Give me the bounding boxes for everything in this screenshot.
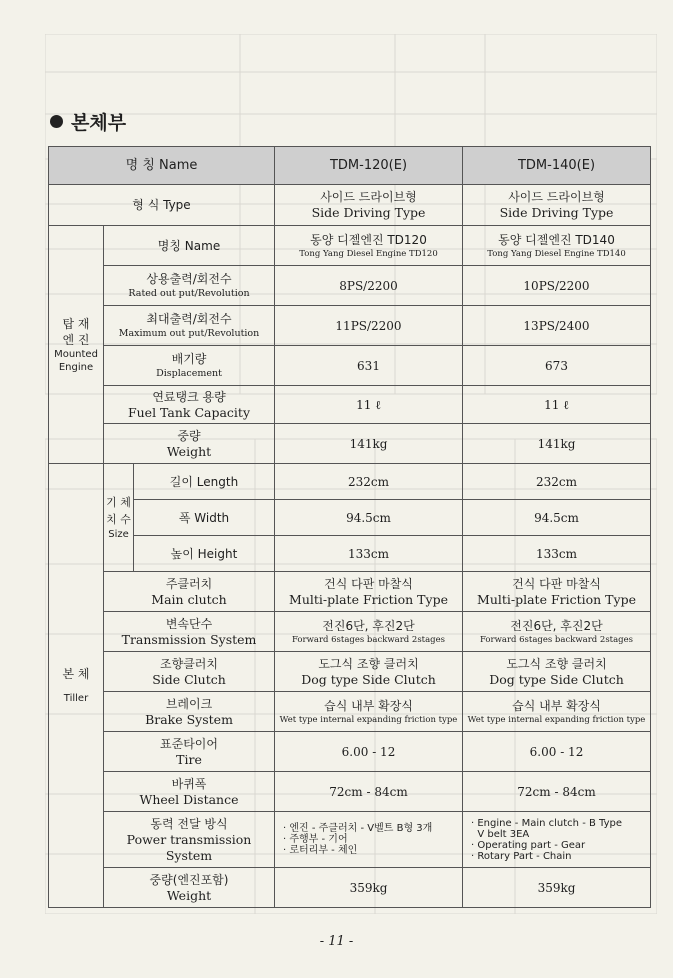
page-number: - 11 - (319, 934, 354, 949)
clutch-m1-ko: 건식 다판 마찰식 (324, 576, 413, 591)
width-m1: 94.5cm (275, 500, 463, 536)
engine-name-m2 (463, 226, 651, 266)
size-row-height (49, 536, 651, 572)
length-label (134, 464, 275, 500)
max-label-en: Maximum out put/Revolution (118, 328, 260, 339)
engine-row-weight (49, 424, 651, 464)
tiller-row-brake (49, 692, 651, 732)
engine-weight-label-ko: 중량 (177, 428, 201, 443)
section-title-text: 본체부 (71, 112, 127, 134)
tiller-row-side-clutch (49, 652, 651, 692)
size-group-cell (104, 464, 134, 572)
side-clutch-m2 (463, 652, 651, 692)
section-title (50, 108, 126, 135)
width-m2: 94.5cm (463, 500, 651, 536)
fuel-m1: 11 ℓ (275, 386, 463, 424)
bullet-icon (50, 115, 63, 128)
type-m2-en: Side Driving Type (499, 205, 614, 220)
transmission-m2-en: Forward 6stages backward 2stages (479, 634, 633, 645)
type-m1-ko: 사이드 드라이브형 (320, 190, 417, 204)
height-m2: 133cm (463, 536, 651, 572)
transmission-m2 (463, 612, 651, 652)
engine-row-displacement (49, 346, 651, 386)
brake-label-ko: 브레이크 (165, 696, 213, 711)
engine-name-m2-ko: 동양 디젤엔진 TD140 (498, 232, 615, 247)
power-m1 (275, 812, 463, 868)
engine-weight-label-en: Weight (166, 443, 212, 459)
power-m1-line: · 주행부 - 기어 (283, 834, 348, 845)
max-label-ko: 최대출력/회전수 (146, 312, 232, 326)
displacement-label-en: Displacement (156, 368, 222, 379)
transmission-m1-ko: 전진6단, 후진2단 (322, 618, 415, 633)
power-m2-line: V belt 3EA (471, 828, 530, 840)
type-row (49, 185, 651, 226)
transmission-label (104, 612, 275, 652)
brake-label-en: Brake System (145, 711, 233, 727)
header-row (49, 147, 651, 185)
rated-label-en: Rated out put/Revolution (128, 288, 250, 299)
power-m1-line: · 로터리부 - 체인 (283, 845, 358, 856)
tire-label-ko: 표준타이어 (160, 736, 218, 751)
header-model1-cell: TDM-120(E) (275, 147, 463, 185)
clutch-m2-ko: 건식 다판 마찰식 (512, 576, 601, 591)
type-label (49, 185, 275, 226)
transmission-m1 (275, 612, 463, 652)
max-m1: 11PS/2200 (275, 306, 463, 346)
fuel-label-en: Fuel Tank Capacity (127, 404, 251, 420)
height-m1: 133cm (275, 536, 463, 572)
type-m1 (275, 185, 463, 226)
power-m2 (463, 812, 651, 868)
tiller-group-ko: 본 체 (62, 667, 90, 681)
engine-row-rated (49, 266, 651, 306)
type-label-text: 형 식 Type (132, 198, 191, 212)
side-clutch-label (104, 652, 275, 692)
engine-group-en1: Mounted (54, 348, 98, 360)
side-clutch-m1 (275, 652, 463, 692)
tire-m1: 6.00 - 12 (275, 732, 463, 772)
height-label (134, 536, 275, 572)
engine-name-label-text: 명칭 Name (157, 238, 221, 253)
size-row-width (49, 500, 651, 536)
length-m1: 232cm (275, 464, 463, 500)
brake-m1-ko: 습식 내부 확장식 (324, 698, 413, 713)
transmission-label-en: Transmission System (121, 631, 257, 647)
engine-name-label (104, 226, 275, 266)
brake-m2 (463, 692, 651, 732)
tiller-group-en: Tiller (63, 693, 89, 704)
clutch-m1 (275, 572, 463, 612)
width-label-text: 폭 Width (178, 510, 230, 525)
clutch-label-ko: 주클러치 (165, 576, 213, 591)
displacement-label (104, 346, 275, 386)
transmission-m1-en: Forward 6stages backward 2stages (291, 634, 445, 645)
tiller-row-transmission (49, 612, 651, 652)
side-clutch-m1-ko: 도그식 조향 클러치 (318, 656, 419, 671)
type-m2-ko: 사이드 드라이브형 (508, 190, 605, 204)
total-weight-m1: 359kg (275, 868, 463, 908)
fuel-label-ko: 연료탱크 용량 (152, 389, 226, 404)
transmission-label-ko: 변속단수 (165, 616, 213, 631)
wheel-label-ko: 바퀴폭 (171, 776, 207, 791)
fuel-label (104, 386, 275, 424)
tiller-row-power (49, 812, 651, 868)
brake-m2-ko: 습식 내부 확장식 (512, 698, 601, 713)
tire-m2: 6.00 - 12 (463, 732, 651, 772)
power-label-ko: 동력 전달 방식 (150, 816, 228, 831)
side-clutch-m2-en: Dog type Side Clutch (489, 671, 624, 687)
wheel-m1: 72cm - 84cm (275, 772, 463, 812)
clutch-m1-en: Multi-plate Friction Type (289, 591, 448, 607)
max-m2: 13PS/2400 (463, 306, 651, 346)
side-clutch-label-ko: 조향클러치 (160, 656, 218, 671)
engine-name-m1 (275, 226, 463, 266)
rated-label-ko: 상용출력/회전수 (146, 272, 232, 286)
fuel-m2: 11 ℓ (463, 386, 651, 424)
length-m2: 232cm (463, 464, 651, 500)
rated-m1: 8PS/2200 (275, 266, 463, 306)
power-m2-line: · Engine - Main clutch - B Type (471, 817, 622, 829)
power-m2-line: · Operating part - Gear (471, 839, 586, 851)
total-weight-label-en: Weight (166, 887, 212, 903)
tiller-group-cell (49, 464, 104, 908)
clutch-m2 (463, 572, 651, 612)
size-group-ko1: 기 체 (106, 496, 131, 509)
rated-m2: 10PS/2200 (463, 266, 651, 306)
height-label-text: 높이 Height (170, 546, 238, 561)
spec-table (48, 146, 651, 908)
side-clutch-m1-en: Dog type Side Clutch (301, 671, 436, 687)
engine-group-cell (49, 226, 104, 464)
power-label (104, 812, 275, 868)
size-row-length (49, 464, 651, 500)
length-label-text: 길이 Length (169, 474, 239, 489)
side-clutch-m2-ko: 도그식 조향 클러치 (506, 656, 607, 671)
power-m2-line: · Rotary Part - Chain (471, 850, 572, 862)
engine-weight-label (104, 424, 275, 464)
engine-name-m1-ko: 동양 디젤엔진 TD120 (310, 232, 427, 247)
tire-label (104, 732, 275, 772)
power-label-en1: Power transmission (126, 831, 252, 847)
rated-label (104, 266, 275, 306)
wheel-m2: 72cm - 84cm (463, 772, 651, 812)
type-m2 (463, 185, 651, 226)
clutch-label (104, 572, 275, 612)
total-weight-m2: 359kg (463, 868, 651, 908)
transmission-m2-ko: 전진6단, 후진2단 (510, 618, 603, 633)
tire-label-en: Tire (176, 751, 202, 767)
clutch-m2-en: Multi-plate Friction Type (477, 591, 636, 607)
wheel-label (104, 772, 275, 812)
power-label-en2: System (165, 847, 213, 863)
power-m1-line: · 엔진 - 주클러치 - V벨트 B형 3개 (283, 823, 433, 834)
tiller-row-total-weight (49, 868, 651, 908)
engine-weight-m2: 141kg (463, 424, 651, 464)
clutch-label-en: Main clutch (151, 591, 227, 607)
tiller-row-wheel (49, 772, 651, 812)
wheel-label-en: Wheel Distance (139, 791, 239, 807)
engine-row-fuel (49, 386, 651, 424)
brake-m1 (275, 692, 463, 732)
displacement-m1: 631 (275, 346, 463, 386)
engine-group-ko2: 엔 진 (62, 332, 90, 347)
engine-group-ko1: 탑 재 (62, 316, 90, 331)
displacement-label-ko: 배기량 (171, 352, 207, 366)
engine-name-m2-en: Tong Yang Diesel Engine TD140 (487, 248, 626, 259)
size-group-en: Size (108, 529, 129, 540)
tiller-row-tire (49, 732, 651, 772)
displacement-m2: 673 (463, 346, 651, 386)
header-name-cell: 명 칭 Name (49, 147, 275, 185)
brake-m1-en: Wet type internal expanding friction type (279, 714, 458, 725)
tiller-row-clutch (49, 572, 651, 612)
side-clutch-label-en: Side Clutch (152, 671, 226, 687)
type-m1-en: Side Driving Type (311, 205, 426, 220)
width-label (134, 500, 275, 536)
total-weight-label (104, 868, 275, 908)
brake-label (104, 692, 275, 732)
total-weight-label-ko: 중량(엔진포함) (149, 872, 229, 887)
max-label (104, 306, 275, 346)
engine-name-m1-en: Tong Yang Diesel Engine TD120 (299, 248, 438, 259)
brake-m2-en: Wet type internal expanding friction type (467, 714, 646, 725)
engine-weight-m1: 141kg (275, 424, 463, 464)
engine-row-name (49, 226, 651, 266)
size-group-ko2: 치 수 (106, 513, 131, 526)
header-model2-cell: TDM-140(E) (463, 147, 651, 185)
engine-row-max (49, 306, 651, 346)
engine-group-en2: Engine (58, 361, 94, 373)
